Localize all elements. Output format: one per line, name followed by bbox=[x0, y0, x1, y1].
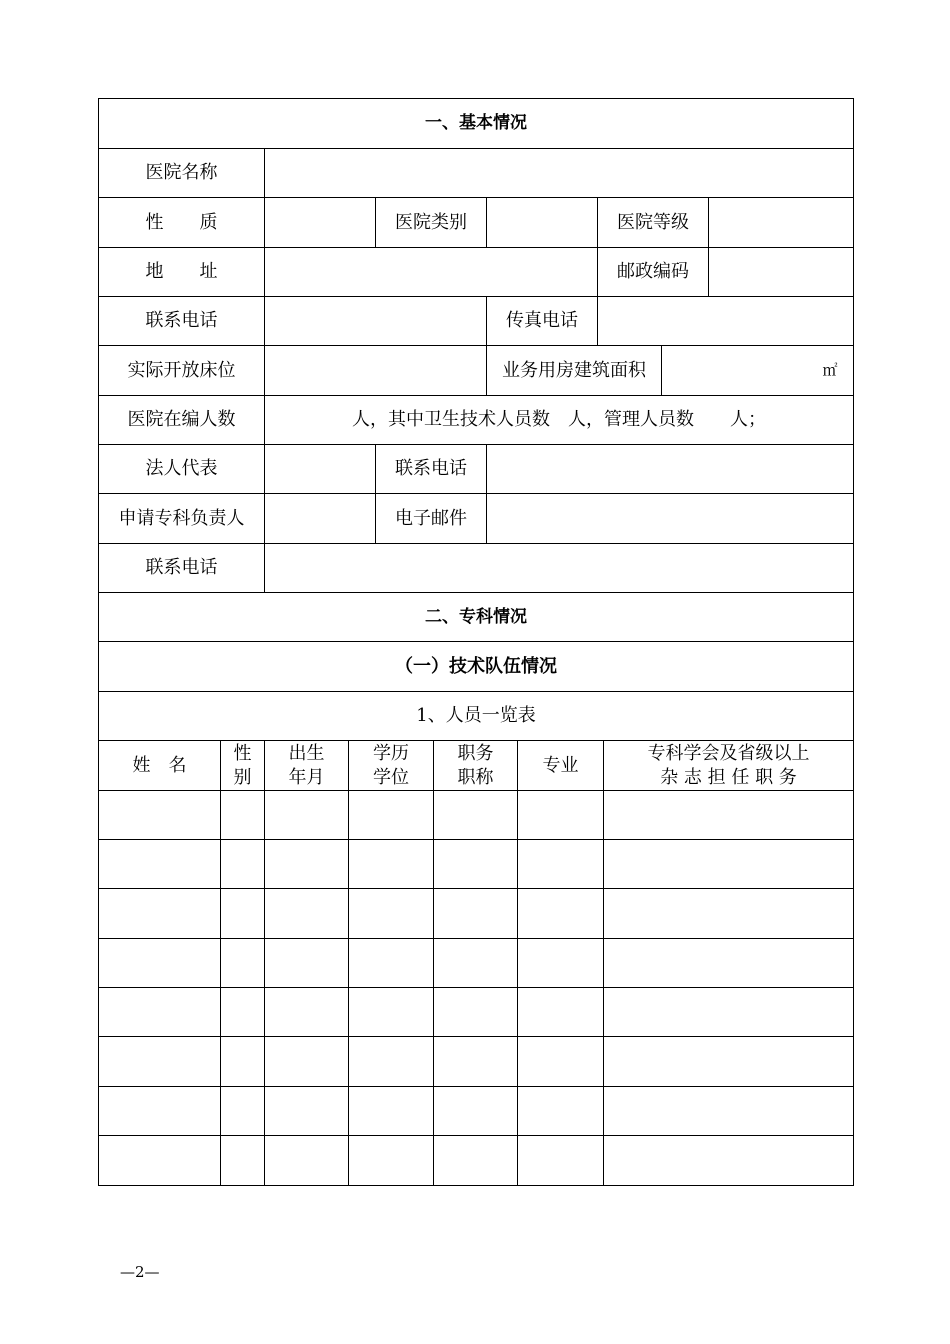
table-row[interactable] bbox=[99, 1087, 853, 1135]
nature-field[interactable] bbox=[265, 198, 375, 247]
postcode-label: 邮政编码 bbox=[617, 261, 689, 282]
table-row[interactable] bbox=[99, 1136, 853, 1185]
email-field[interactable] bbox=[487, 494, 853, 543]
address-label: 地 址 bbox=[145, 261, 218, 282]
table-row[interactable] bbox=[99, 889, 853, 938]
area-unit: ㎡ bbox=[822, 361, 838, 379]
col-header-positions-line1: 专科学会及省级以上 bbox=[647, 742, 810, 764]
col-header-birth bbox=[265, 741, 348, 790]
postcode-field[interactable] bbox=[709, 248, 853, 296]
col-header-gender-line1: 性 bbox=[233, 742, 252, 764]
col-header-major: 专业 bbox=[542, 754, 579, 776]
fax-field[interactable] bbox=[598, 297, 853, 345]
hospital-name-label: 医院名称 bbox=[145, 162, 218, 183]
table-row[interactable] bbox=[99, 1037, 853, 1086]
table-border-bottom bbox=[98, 1185, 854, 1186]
phone-label: 联系电话 bbox=[145, 310, 218, 331]
hospital-type-field[interactable] bbox=[487, 198, 597, 247]
col-header-gender bbox=[221, 741, 264, 790]
phone-field[interactable] bbox=[265, 297, 486, 345]
table-row[interactable] bbox=[99, 988, 853, 1036]
page-number: —2— bbox=[120, 1263, 160, 1281]
subsection-title-team: （一）技术队伍情况 bbox=[395, 655, 557, 677]
open-beds-field[interactable] bbox=[265, 346, 486, 395]
col-header-birth-line2: 年月 bbox=[288, 766, 325, 788]
building-area-label: 业务用房建筑面积 bbox=[502, 359, 646, 381]
email-label: 电子邮件 bbox=[395, 507, 467, 529]
nature-label: 性 质 bbox=[145, 211, 218, 233]
address-field[interactable] bbox=[265, 248, 597, 296]
section-title-basic: 一、基本情况 bbox=[425, 113, 527, 133]
table-border-right bbox=[853, 98, 854, 1186]
legal-rep-field[interactable] bbox=[265, 445, 375, 493]
table-row[interactable] bbox=[99, 840, 853, 888]
col-header-positions-line2: 杂 志 担 任 职 务 bbox=[660, 766, 797, 788]
legal-phone-label: 联系电话 bbox=[395, 458, 467, 479]
col-header-gender-line2: 别 bbox=[233, 766, 252, 788]
specialty-head-field[interactable] bbox=[265, 494, 375, 543]
hospital-name-field[interactable] bbox=[265, 149, 853, 197]
fax-label: 传真电话 bbox=[506, 310, 578, 331]
head-phone-field[interactable] bbox=[265, 544, 853, 592]
head-phone-label: 联系电话 bbox=[145, 557, 218, 578]
col-header-education-line2: 学位 bbox=[373, 766, 409, 788]
legal-rep-label: 法人代表 bbox=[145, 458, 218, 479]
hospital-type-label: 医院类别 bbox=[395, 211, 467, 233]
col-header-education bbox=[349, 741, 433, 790]
col-header-title-line1: 职务 bbox=[457, 742, 494, 764]
open-beds-label: 实际开放床位 bbox=[127, 359, 236, 381]
staff-count-label: 医院在编人数 bbox=[127, 409, 236, 430]
personnel-table-title: 1、人员一览表 bbox=[416, 705, 536, 726]
specialty-head-label: 申请专科负责人 bbox=[118, 507, 245, 529]
section-title-specialty: 二、专科情况 bbox=[425, 606, 527, 627]
col-header-name: 姓 名 bbox=[132, 754, 187, 776]
col-header-birth-line1: 出生 bbox=[288, 742, 325, 764]
legal-phone-field[interactable] bbox=[487, 445, 853, 493]
col-header-title-line2: 职称 bbox=[457, 766, 494, 788]
col-header-education-line1: 学历 bbox=[373, 742, 409, 764]
col-header-title bbox=[434, 741, 517, 790]
table-row[interactable] bbox=[99, 791, 853, 839]
table-row[interactable] bbox=[99, 939, 853, 987]
hospital-grade-field[interactable] bbox=[709, 198, 853, 247]
hospital-grade-label: 医院等级 bbox=[617, 211, 689, 233]
col-header-positions bbox=[604, 741, 853, 790]
staff-detail-text: 人，其中卫生技术人员数 人，管理人员数 人； bbox=[352, 409, 766, 430]
